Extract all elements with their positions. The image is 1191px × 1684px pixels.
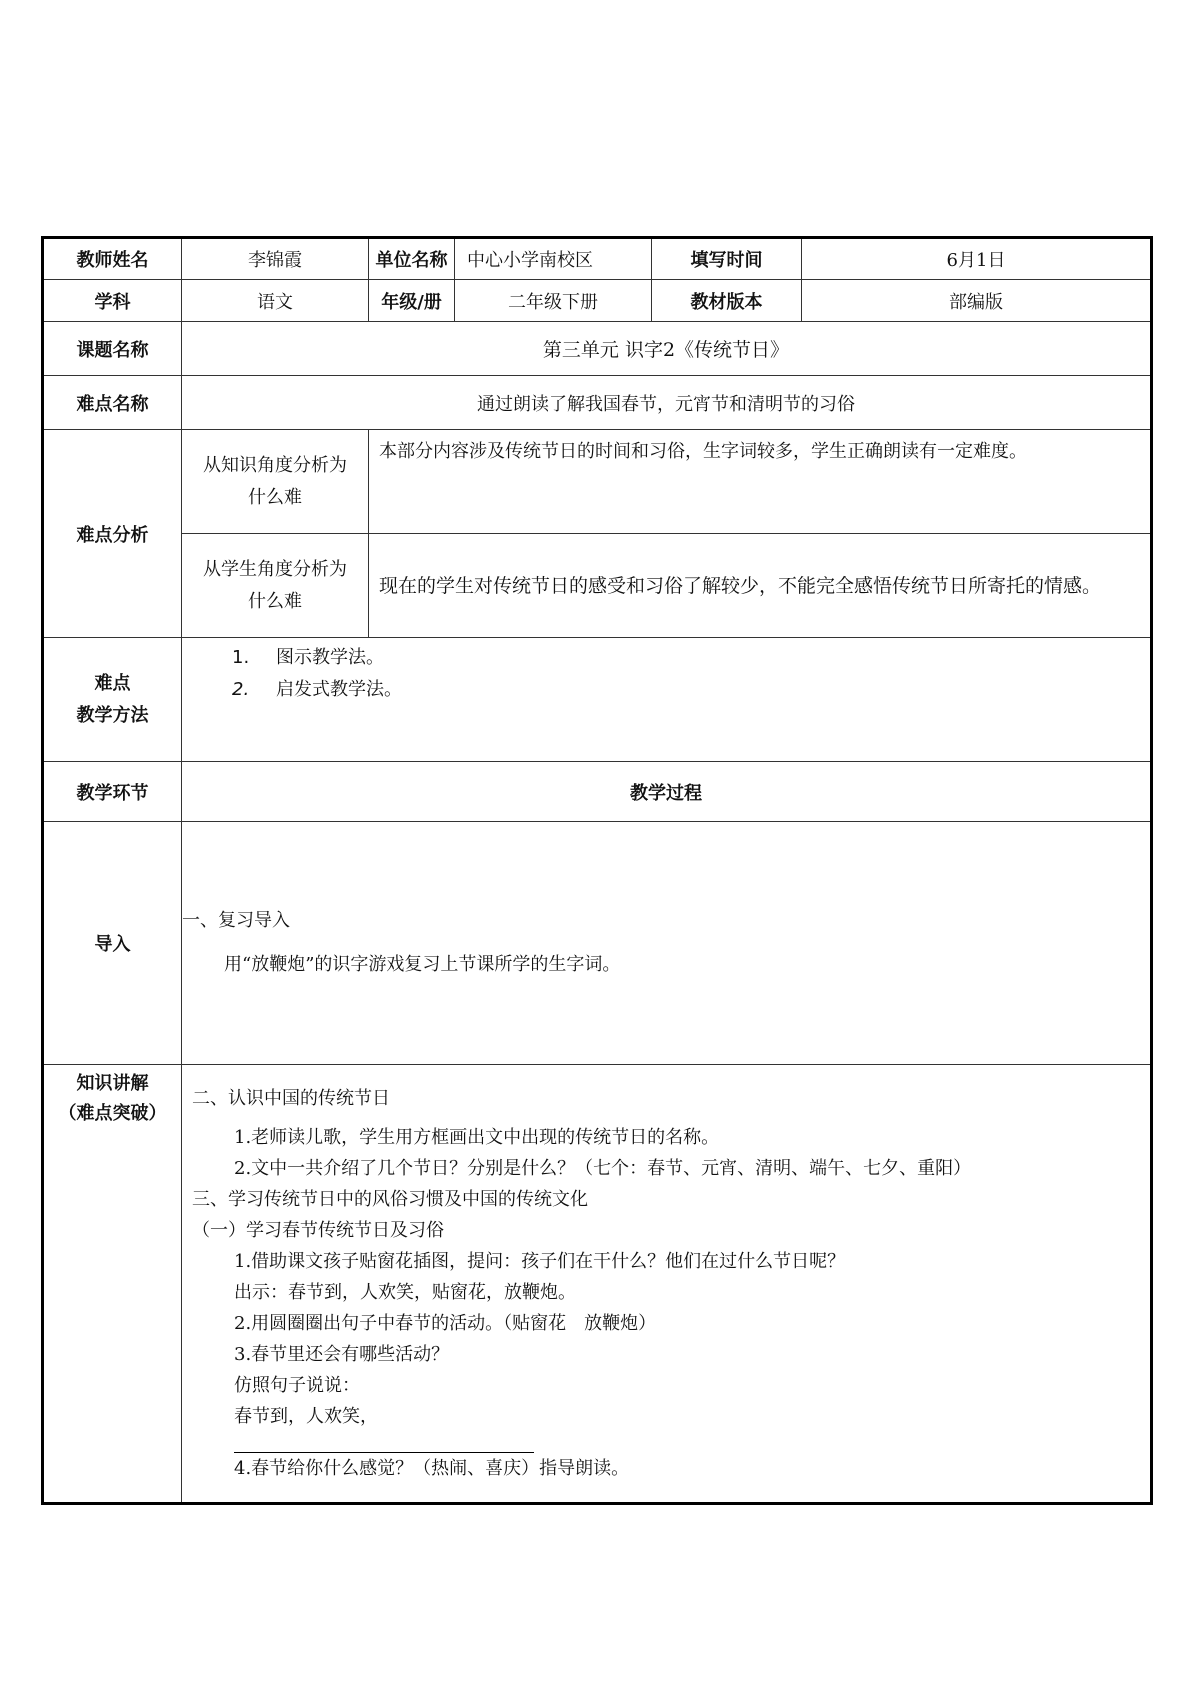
methods-item-2 [232, 674, 1150, 706]
time-value: 6月1日 [802, 238, 1152, 280]
difficulty-value: 通过朗读了解我国春节，元宵节和清明节的习俗 [182, 376, 1152, 430]
analysis-row-student [43, 534, 1152, 638]
unit-value: 中心小学南校区 [455, 238, 652, 280]
unit-label: 单位名称 [369, 238, 455, 280]
difficulty-label: 难点名称 [43, 376, 182, 430]
intro-label: 导入 [43, 822, 182, 1065]
methods-item-1 [232, 642, 1150, 674]
knowledge-line-11: 春节到，人欢笑， [234, 1406, 378, 1427]
methods-label-line1: 难点 [94, 672, 131, 694]
methods-item-1-num: 1. [232, 647, 250, 668]
knowledge-angle-text: 本部分内容涉及传统节日的时间和习俗，生字词较多，学生正确朗读有一定难度。 [369, 430, 1152, 534]
knowledge-line-6: 1.借助课文孩子贴窗花插图，提问：孩子们在干什么？他们在过什么节日呢？ [234, 1251, 846, 1272]
fill-in-blank-line [234, 1432, 534, 1453]
topic-label: 课题名称 [43, 322, 182, 376]
header-row-1 [43, 238, 1152, 280]
knowledge-row [43, 1065, 1152, 1504]
knowledge-line-9: 3.春节里还会有哪些活动？ [234, 1344, 450, 1365]
subject-label: 学科 [43, 280, 182, 322]
knowledge-label-line1: 知识讲解 [76, 1073, 149, 1094]
methods-item-2-text: 启发式教学法。 [276, 679, 402, 700]
analysis-row-knowledge [43, 430, 1152, 534]
knowledge-line-4: 三、学习传统节日中的风俗习惯及中国的传统文化 [192, 1189, 588, 1210]
topic-row [43, 322, 1152, 376]
process-header-label: 教学过程 [182, 762, 1152, 822]
time-label: 填写时间 [652, 238, 802, 280]
knowledge-line-8: 2.用圆圈圈出句子中春节的活动。（贴窗花 放鞭炮） [234, 1313, 657, 1334]
knowledge-line-10: 仿照句子说说： [234, 1375, 360, 1396]
methods-item-2-num: 2. [232, 679, 250, 700]
grade-value: 二年级下册 [455, 280, 652, 322]
knowledge-line-2: 1.老师读儿歌，学生用方框画出文中出现的传统节日的名称。 [234, 1127, 720, 1148]
edition-value: 部编版 [802, 280, 1152, 322]
intro-heading: 一、复习导入 [182, 910, 290, 931]
difficulty-row [43, 376, 1152, 430]
stage-header-label: 教学环节 [43, 762, 182, 822]
intro-row [43, 822, 1152, 1065]
header-row-2 [43, 280, 1152, 322]
analysis-label: 难点分析 [43, 430, 182, 638]
knowledge-line-5: （一）学习春节传统节日及习俗 [192, 1220, 444, 1241]
intro-content [182, 822, 1152, 1065]
student-angle-text: 现在的学生对传统节日的感受和习俗了解较少，不能完全感悟传统节日所寄托的情感。 [369, 534, 1152, 638]
teacher-label: 教师姓名 [43, 238, 182, 280]
methods-content [182, 638, 1152, 762]
student-angle-label: 从学生角度分析为什么难 [182, 534, 369, 638]
subject-value: 语文 [182, 280, 369, 322]
grade-label: 年级/册 [369, 280, 455, 322]
topic-value: 第三单元 识字2《传统节日》 [182, 322, 1152, 376]
methods-label-line2: 教学方法 [76, 704, 149, 726]
knowledge-content [182, 1065, 1152, 1504]
methods-label [43, 638, 182, 762]
knowledge-line-12: 4.春节给你什么感觉？（热闹、喜庆）指导朗读。 [234, 1458, 630, 1479]
intro-text: 用“放鞭炮”的识字游戏复习上节课所学的生字词。 [224, 954, 621, 975]
edition-label: 教材版本 [652, 280, 802, 322]
methods-item-1-text: 图示教学法。 [276, 647, 384, 668]
teacher-value: 李锦霞 [182, 238, 369, 280]
knowledge-line-1: 二、认识中国的传统节日 [192, 1088, 390, 1109]
methods-list [182, 638, 1150, 706]
knowledge-line-3: 2.文中一共介绍了几个节日？分别是什么？（七个：春节、元宵、清明、端午、七夕、重阳） [234, 1158, 972, 1179]
knowledge-line-7: 出示：春节到，人欢笑，贴窗花，放鞭炮。 [234, 1282, 576, 1303]
lesson-plan-table [41, 236, 1153, 1505]
knowledge-angle-label: 从知识角度分析为什么难 [182, 430, 369, 534]
knowledge-label [43, 1065, 182, 1504]
process-header-row [43, 762, 1152, 822]
knowledge-label-line2: （难点突破） [58, 1103, 167, 1124]
methods-row [43, 638, 1152, 762]
